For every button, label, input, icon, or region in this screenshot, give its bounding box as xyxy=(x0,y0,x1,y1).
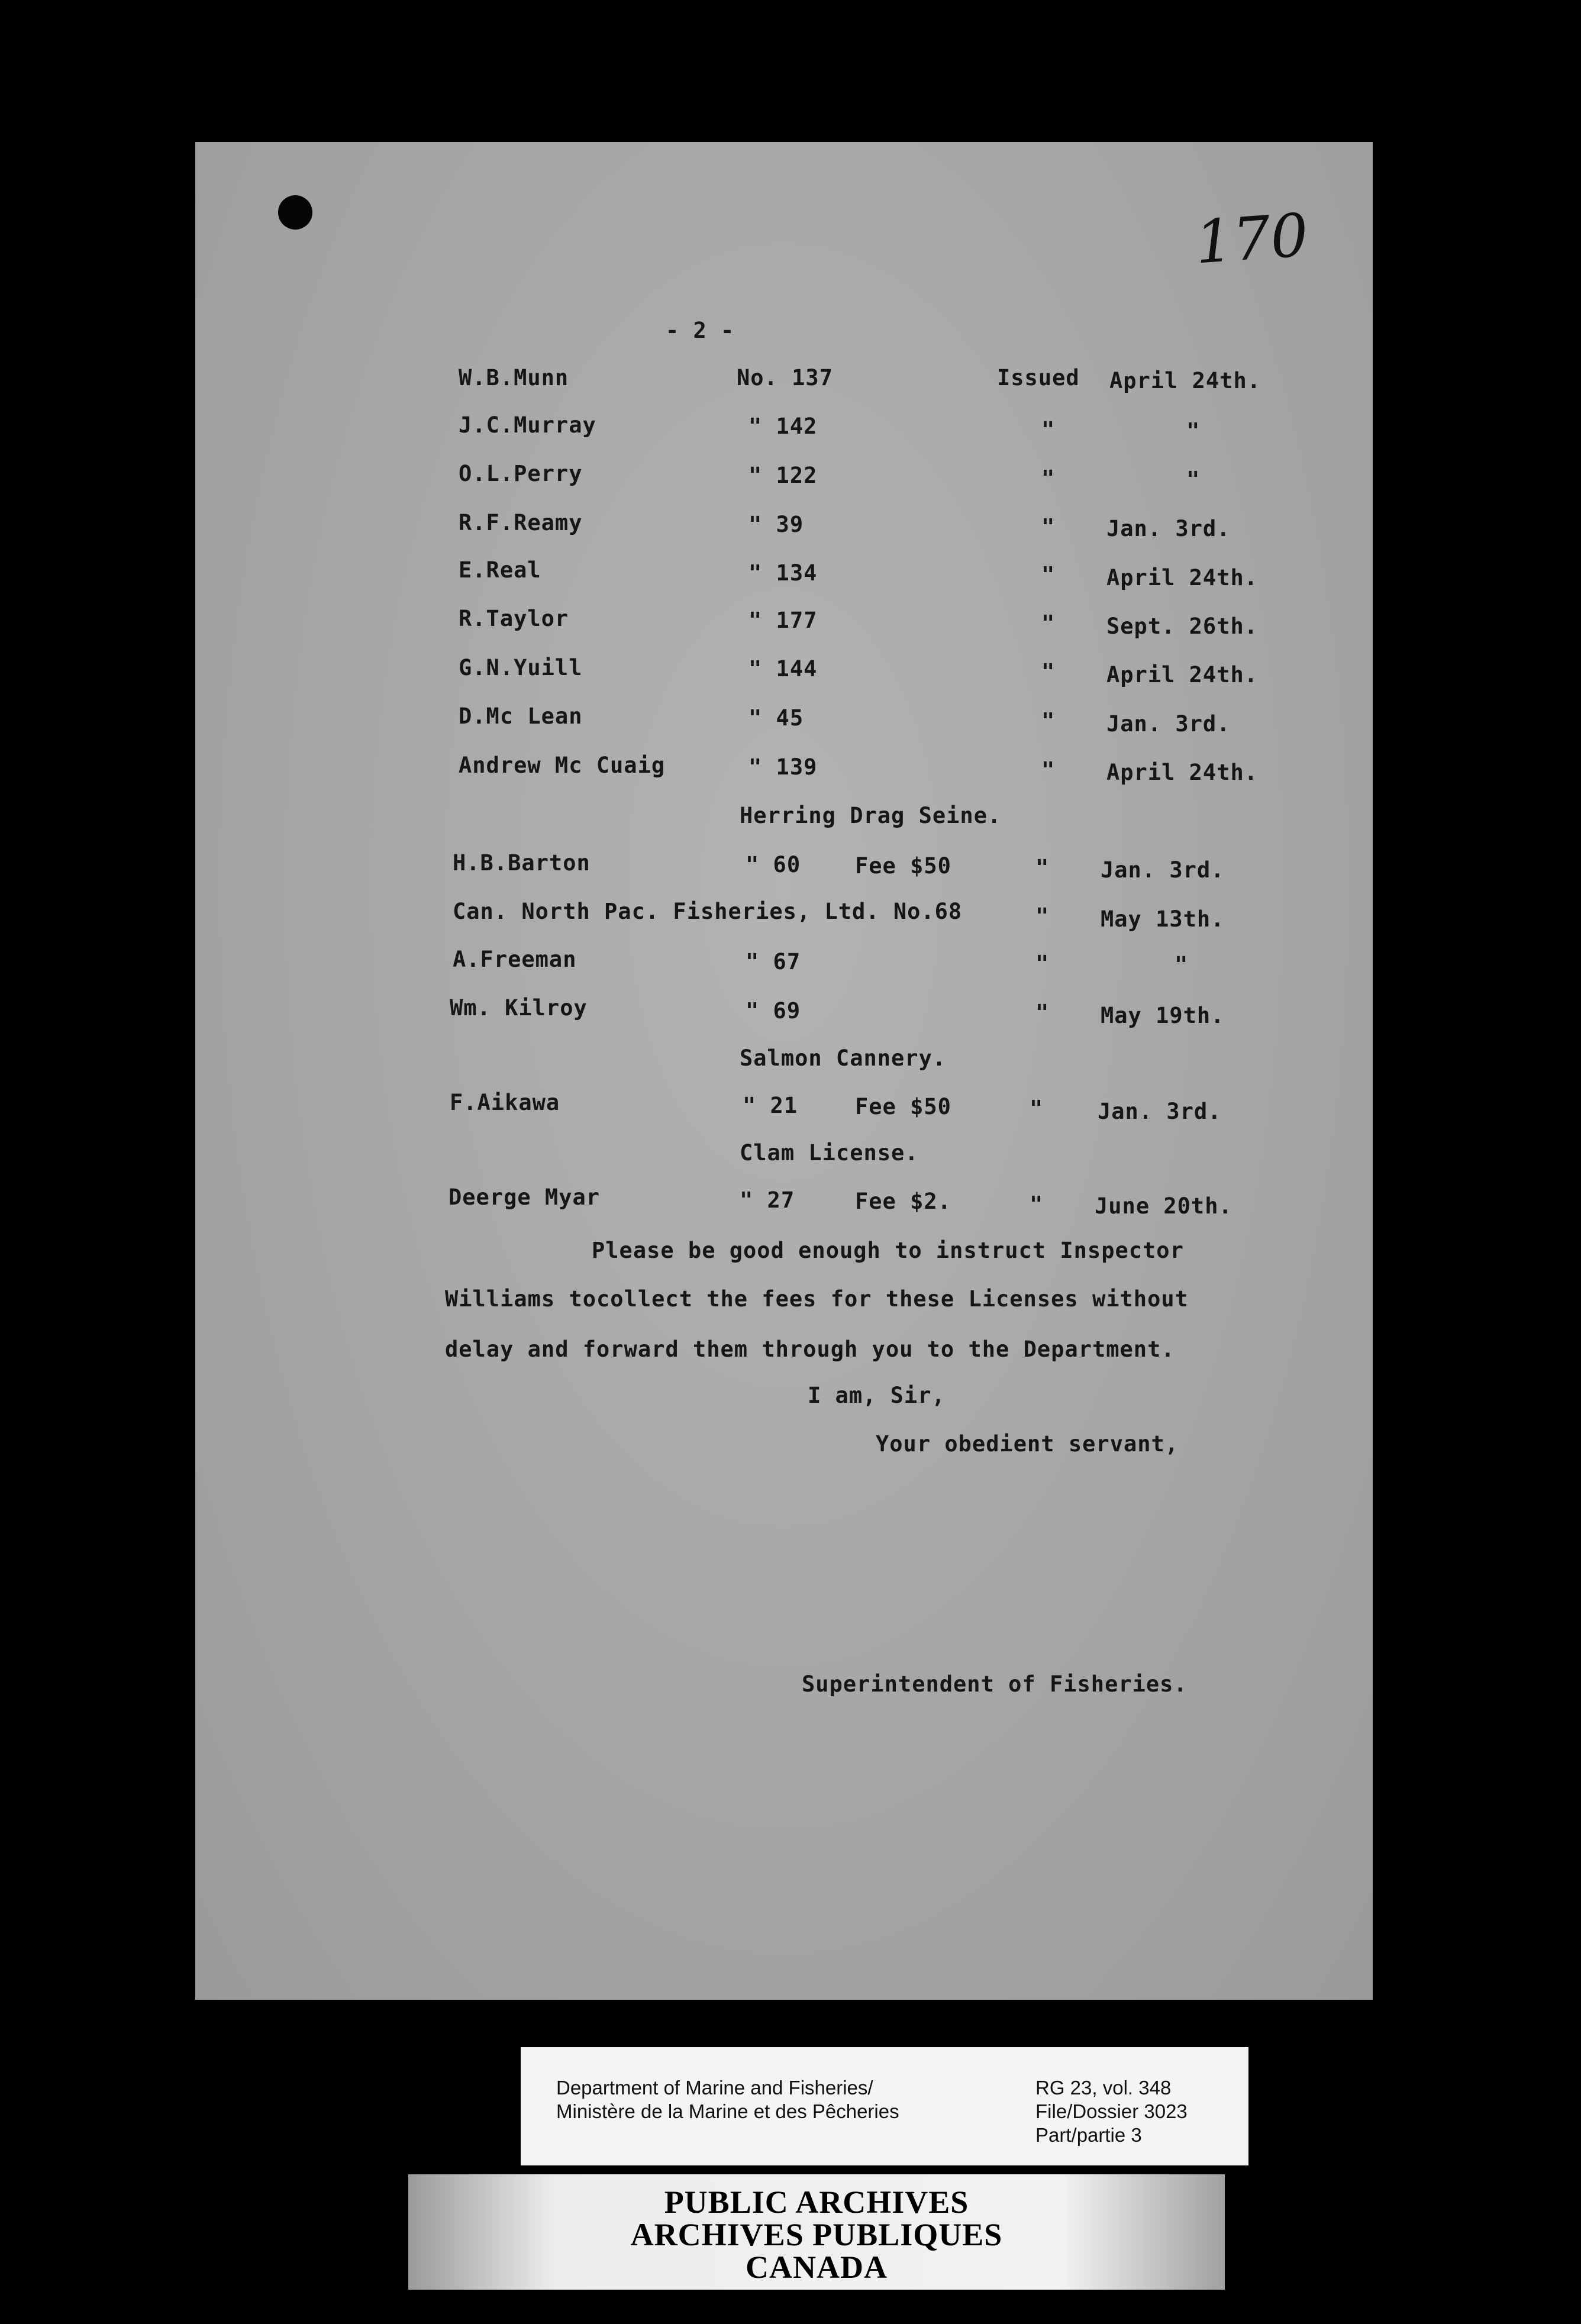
license-name: Wm. Kilroy xyxy=(450,995,588,1021)
license-issued: " xyxy=(1041,466,1056,491)
record-group: RG 23, vol. 348 xyxy=(1035,2077,1172,2099)
stamp-line-1: PUBLIC ARCHIVES xyxy=(664,2184,969,2220)
license-name: R.F.Reamy xyxy=(459,510,583,535)
license-number: " 142 xyxy=(748,414,818,439)
license-date: May 19th. xyxy=(1101,1003,1225,1028)
license-fee: Fee $50 xyxy=(855,853,951,879)
license-date: " xyxy=(1175,952,1189,977)
punch-hole xyxy=(278,195,312,230)
license-name: O.L.Perry xyxy=(459,461,583,486)
body-line: delay and forward them through you to the Department. xyxy=(445,1337,1175,1362)
license-date: Jan. 3rd. xyxy=(1106,516,1231,541)
license-date: Jan. 3rd. xyxy=(1098,1099,1222,1124)
license-date: Sept. 26th. xyxy=(1106,614,1259,639)
license-issued: " xyxy=(1041,659,1056,685)
license-number: " 27 xyxy=(740,1187,795,1213)
stamp-line-3: CANADA xyxy=(746,2249,888,2285)
body-line: Williams tocollect the fees for these Licenses without xyxy=(445,1286,1189,1312)
license-name: Andrew Mc Cuaig xyxy=(459,753,666,778)
license-number: " 177 xyxy=(748,608,818,633)
section-heading: Salmon Cannery. xyxy=(740,1045,947,1071)
closing-salutation: I am, Sir, xyxy=(808,1383,946,1408)
license-date: May 13th. xyxy=(1101,906,1225,932)
stamp-line-2: ARCHIVES PUBLIQUES xyxy=(630,2217,1003,2252)
license-issued: " xyxy=(1035,1000,1050,1025)
file-number: File/Dossier 3023 xyxy=(1035,2100,1188,2122)
license-name: Deerge Myar xyxy=(449,1184,601,1210)
license-issued: " xyxy=(1041,611,1056,636)
body-line: Please be good enough to instruct Inspector xyxy=(592,1238,1184,1263)
part-number: Part/partie 3 xyxy=(1035,2124,1142,2146)
license-name: F.Aikawa xyxy=(450,1090,560,1115)
license-issued: " xyxy=(1035,951,1050,976)
license-date: April 24th. xyxy=(1109,368,1261,393)
license-number: " 139 xyxy=(748,754,818,780)
license-name: G.N.Yuill xyxy=(459,655,583,680)
license-issued: " xyxy=(1035,855,1050,880)
license-number: " 69 xyxy=(746,998,801,1024)
license-date: April 24th. xyxy=(1106,662,1259,687)
license-number: " 60 xyxy=(746,852,801,877)
license-name: Can. North Pac. Fisheries, Ltd. No.68 xyxy=(453,899,963,924)
closing-valediction: Your obedient servant, xyxy=(876,1431,1179,1457)
license-date: Jan. 3rd. xyxy=(1106,711,1231,737)
license-issued: " xyxy=(1041,708,1056,734)
license-name: E.Real xyxy=(459,557,541,583)
license-issued: " xyxy=(1041,757,1056,783)
license-number: " 67 xyxy=(746,949,801,974)
license-number: " 134 xyxy=(748,560,818,586)
license-number: " 45 xyxy=(748,705,804,731)
license-name: H.B.Barton xyxy=(453,850,591,876)
license-number: " 21 xyxy=(743,1093,798,1118)
license-name: W.B.Munn xyxy=(459,365,569,390)
folio-number: 170 xyxy=(1193,200,1311,277)
section-heading: Clam License. xyxy=(740,1140,919,1166)
page-marker: - 2 - xyxy=(666,318,735,343)
license-number: No. 137 xyxy=(737,365,833,390)
public-archives-stamp xyxy=(408,2174,1225,2290)
archive-reference-label xyxy=(521,2047,1248,2165)
license-issued: " xyxy=(1041,514,1056,540)
license-issued: " xyxy=(1030,1096,1044,1121)
signature-title: Superintendent of Fisheries. xyxy=(802,1671,1188,1697)
department-english: Department of Marine and Fisheries/ xyxy=(556,2077,873,2099)
license-date: April 24th. xyxy=(1106,565,1259,590)
section-heading: Herring Drag Seine. xyxy=(740,803,1002,828)
license-date: Jan. 3rd. xyxy=(1101,857,1225,883)
license-date: " xyxy=(1186,418,1201,444)
department-french: Ministère de la Marine et des Pêcheries xyxy=(556,2100,899,2122)
license-number: " 39 xyxy=(748,512,804,537)
license-name: D.Mc Lean xyxy=(459,703,583,729)
license-issued: " xyxy=(1041,562,1056,588)
license-name: A.Freeman xyxy=(453,947,577,972)
license-fee: Fee $2. xyxy=(855,1189,951,1214)
license-name: R.Taylor xyxy=(459,606,569,631)
license-issued: " xyxy=(1030,1192,1044,1217)
license-issued: " xyxy=(1035,903,1050,929)
license-name: J.C.Murray xyxy=(459,412,596,438)
license-issued: " xyxy=(1041,417,1056,443)
license-date: " xyxy=(1186,467,1201,492)
license-number: " 122 xyxy=(748,463,818,488)
license-issued: Issued xyxy=(997,365,1080,390)
license-date: April 24th. xyxy=(1106,760,1259,785)
license-date: June 20th. xyxy=(1095,1193,1232,1219)
license-fee: Fee $50 xyxy=(855,1094,951,1119)
license-number: " 144 xyxy=(748,656,818,682)
